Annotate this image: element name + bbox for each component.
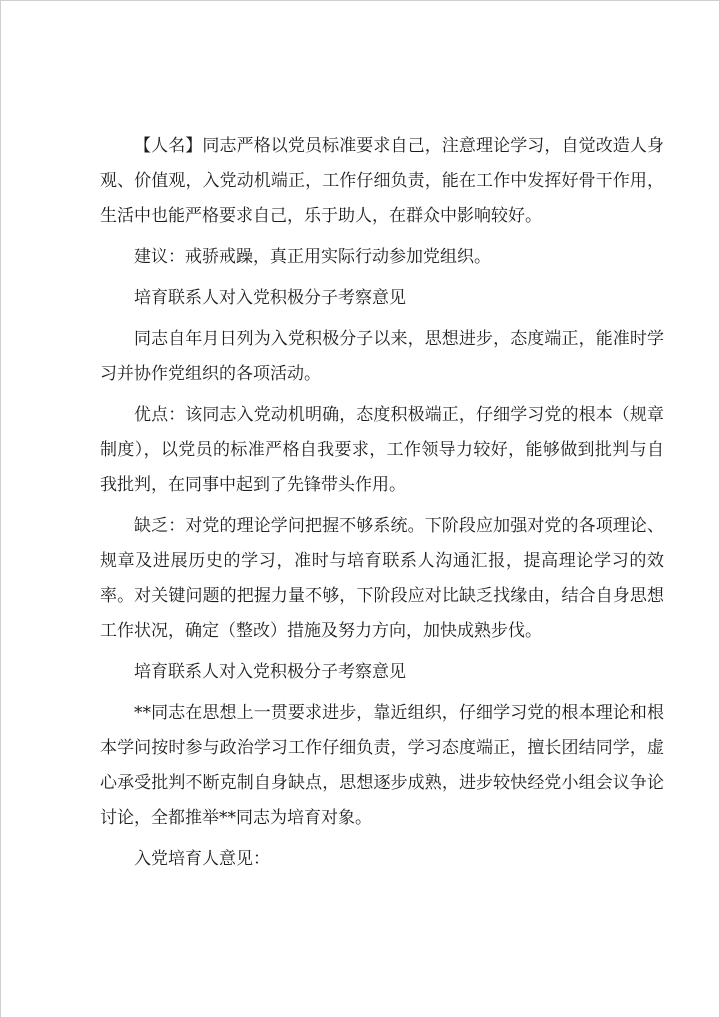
paragraph-evaluation: 【人名】同志严格以党员标准要求自己，注意理论学习，自觉改造人身观、价值观，入党动机端正，工作仔细负责，能在工作中发挥好骨干作用，生活中也能严格要求自己，乐于助人，在群众中影响较好。 <box>100 136 664 226</box>
paragraph-strengths: 优点：该同志入党动机明确，态度积极端正，仔细学习党的根本（规章制度），以党员的标准严格自我要求，工作领导力较好，能够做到批判与自我批判，在同事中起到了先锋带头作用。 <box>100 405 664 495</box>
paragraph-intro: 同志自年月日列为入党积极分子以来，思想进步，态度端正，能准时学习并协作党组织的各项活动。 <box>100 329 664 384</box>
paragraph-trainer-opinion: 入党培育人意见： <box>134 849 270 869</box>
paragraph-suggestion: 建议：戒骄戒躁，真正用实际行动参加党组织。 <box>134 247 491 267</box>
paragraph-recommendation: **同志在思想上一贯要求进步，靠近组织，仔细学习党的根本理论和根本学问按时参与政治学习工作仔细负责，学习态度端正，擅长团结同学，虚心承受批判不断克制自身缺点，思想逐步成熟，进步较快经党小组会议争论讨论，全都推举**同志为培育对象。 <box>100 703 664 828</box>
document-body <box>100 129 664 883</box>
paragraph-weaknesses: 缺乏：对党的理论学问把握不够系统。下阶段应加强对党的各项理论、规章及进展历史的学习，准时与培育联系人沟通汇报，提高理论学习的效率。对关键问题的把握力量不够，下阶段应对比缺乏找缘由，结合自身思想工作状况，确定（整改）措施及努力方向，加快成熟步伐。 <box>100 516 664 641</box>
section-heading: 培育联系人对入党积极分子考察意见 <box>134 662 406 682</box>
section-heading: 培育联系人对入党积极分子考察意见 <box>134 288 406 308</box>
